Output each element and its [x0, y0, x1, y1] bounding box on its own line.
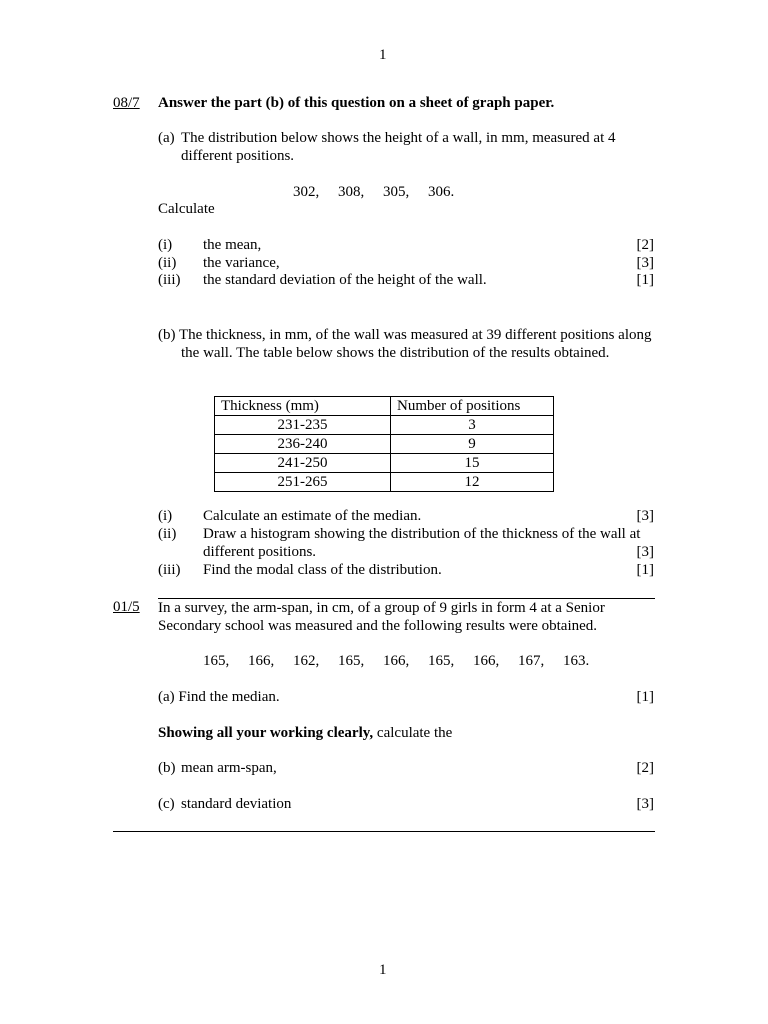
table-row — [215, 416, 554, 435]
working-instruction-bold: Showing all your working clearly, — [158, 725, 374, 741]
working-instruction-rest: calculate the — [373, 725, 453, 741]
armspan-value: 166, — [248, 653, 275, 669]
table-cell: 241-250 — [215, 454, 391, 473]
part-b-text-line2: the wall. The table below shows the distribution of the results obtained. — [181, 345, 610, 361]
thickness-table — [214, 396, 554, 492]
marks: [3] — [636, 508, 654, 524]
table-cell: 236-240 — [215, 435, 391, 454]
subpart-text-continued: different positions. — [203, 544, 317, 560]
working-instruction — [158, 724, 452, 742]
marks: [3] — [636, 796, 654, 812]
subpart-number: (i) — [158, 237, 173, 253]
table-cell: 231-235 — [215, 416, 391, 435]
marks: [1] — [636, 689, 654, 705]
armspan-value: 163. — [563, 653, 590, 669]
table-header: Number of positions — [391, 397, 554, 416]
part-b-text: mean arm-span, — [181, 760, 277, 776]
part-c-label: (c) — [158, 796, 175, 812]
page-number-bottom: 1 — [379, 962, 387, 978]
marks: [3] — [636, 544, 654, 560]
height-value: 305, — [383, 184, 410, 200]
marks: [3] — [636, 255, 654, 271]
part-a-text-line1: The distribution below shows the height of a wall, in mm, measured at 4 — [181, 130, 616, 146]
table-cell: 15 — [391, 454, 554, 473]
table-cell: 9 — [391, 435, 554, 454]
table-header: Thickness (mm) — [215, 397, 391, 416]
table-cell: 3 — [391, 416, 554, 435]
table-cell: 12 — [391, 473, 554, 492]
subpart-number: (ii) — [158, 255, 177, 271]
question-intro-line2: Secondary school was measured and the following results were obtained. — [158, 618, 598, 634]
table-row — [215, 473, 554, 492]
armspan-value: 165, — [428, 653, 455, 669]
subpart-text: Draw a histogram showing the distribution of the thickness of the wall at — [203, 526, 641, 542]
armspan-value: 165, — [338, 653, 365, 669]
table-row — [215, 454, 554, 473]
calculate-label: Calculate — [158, 201, 215, 217]
armspan-value: 167, — [518, 653, 545, 669]
marks: [1] — [636, 272, 654, 288]
subpart-text: the mean, — [203, 237, 262, 253]
part-a-text-line2: different positions. — [181, 148, 295, 164]
armspan-value: 165, — [203, 653, 230, 669]
marks: [2] — [636, 760, 654, 776]
page-number-top: 1 — [379, 47, 387, 63]
table-header-row — [215, 397, 554, 416]
subpart-text: Calculate an estimate of the median. — [203, 508, 422, 524]
subpart-text: the variance, — [203, 255, 280, 271]
end-divider — [113, 831, 655, 832]
table-cell: 251-265 — [215, 473, 391, 492]
subpart-number: (iii) — [158, 272, 181, 288]
subpart-number: (i) — [158, 508, 173, 524]
part-c-text: standard deviation — [181, 796, 292, 812]
subpart-number: (ii) — [158, 526, 177, 542]
subpart-text: Find the modal class of the distribution. — [203, 562, 442, 578]
subpart-number: (iii) — [158, 562, 181, 578]
height-value: 302, — [293, 184, 320, 200]
height-value: 308, — [338, 184, 365, 200]
question-code: 08/7 — [113, 95, 140, 111]
part-a-label: (a) — [158, 130, 175, 146]
table-row — [215, 435, 554, 454]
armspan-value: 162, — [293, 653, 320, 669]
marks: [1] — [636, 562, 654, 578]
part-b-label: (b) — [158, 760, 176, 776]
question-intro-line1: In a survey, the arm-span, in cm, of a group of 9 girls in form 4 at a Senior — [158, 600, 605, 616]
subpart-text: the standard deviation of the height of the wall. — [203, 272, 487, 288]
armspan-value: 166, — [473, 653, 500, 669]
question-code: 01/5 — [113, 599, 140, 615]
part-a-text: (a) Find the median. — [158, 689, 280, 705]
height-value: 306. — [428, 184, 455, 200]
question-instruction: Answer the part (b) of this question on a sheet of graph paper. — [158, 95, 555, 111]
marks: [2] — [636, 237, 654, 253]
part-b-text-line1: (b) The thickness, in mm, of the wall was measured at 39 different positions along — [158, 327, 652, 343]
armspan-value: 166, — [383, 653, 410, 669]
